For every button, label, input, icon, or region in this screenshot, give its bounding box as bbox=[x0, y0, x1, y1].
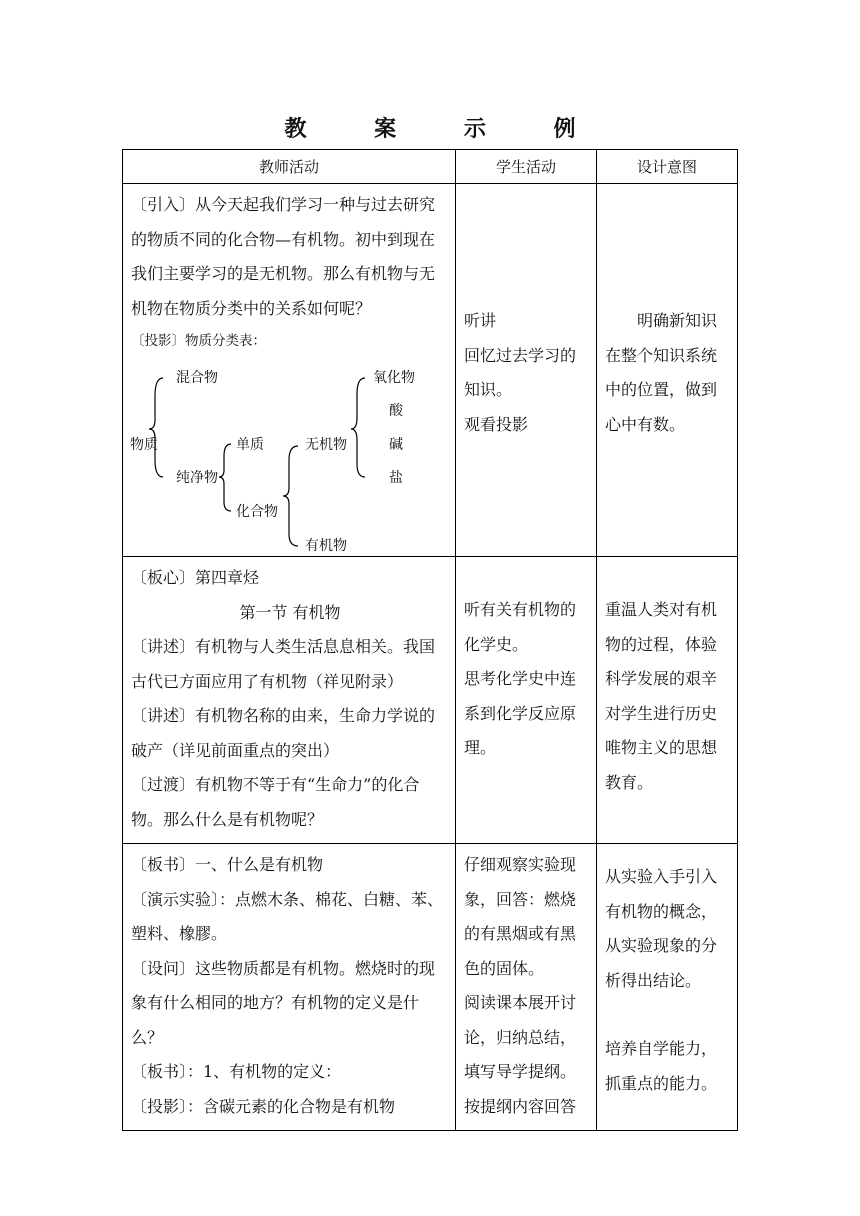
header-intent: 设计意图 bbox=[597, 150, 738, 184]
student-cell bbox=[456, 844, 597, 1131]
board-text: 〔板书〕一、什么是有机物 bbox=[131, 855, 324, 874]
teacher-cell bbox=[123, 184, 456, 557]
table-row bbox=[123, 557, 738, 844]
intro-text: 〔引入〕从今天起我们学习一种与过去研究的物质不同的化合物—有机物。初中到现在我们主要学习的是无机物。那么有机物与无机物在物质分类中的关系如何呢？ bbox=[131, 195, 436, 318]
transition-text: 〔过渡〕有机物不等于有“生命力”的化合物。那么什么是有机物呢？ bbox=[131, 775, 420, 829]
tree-oxide: 氧化物 bbox=[373, 370, 415, 386]
classification-diagram bbox=[123, 356, 455, 556]
section-heading: 第一节 有机物 bbox=[239, 602, 341, 622]
intent-cell bbox=[597, 557, 738, 844]
student-cell bbox=[456, 557, 597, 844]
demo-text: 〔演示实验〕：点燃木条、棉花、白糖、苯、塑料、橡膠。 bbox=[131, 889, 444, 943]
student-line: 观看投影 bbox=[464, 414, 529, 434]
tree-inorganic: 无机物 bbox=[305, 437, 347, 453]
student-line: 仔细观察实验现象，回答：燃烧的有黑烟或有黑色的固体。 bbox=[464, 855, 577, 978]
intent-text: 培养自学能力，抓重点的能力。 bbox=[605, 1039, 718, 1093]
projection-text: 〔投影〕：含碳元素的化合物是有机物 bbox=[131, 1096, 396, 1116]
lesson-table bbox=[122, 149, 738, 1131]
student-cell bbox=[456, 184, 597, 557]
narration-text: 〔讲述〕有机物与人类生活息息相关。我国古代已方面应用了有机物（祥见附录） bbox=[131, 637, 436, 691]
tree-base: 碱 bbox=[389, 437, 403, 453]
board-heading: 〔板心〕第四章烃 bbox=[131, 568, 260, 587]
teacher-cell bbox=[123, 844, 456, 1131]
table-header-row bbox=[123, 150, 738, 184]
intent-cell bbox=[597, 184, 738, 557]
tree-acid: 酸 bbox=[389, 403, 403, 419]
header-student: 学生活动 bbox=[456, 150, 597, 184]
tree-element: 单质 bbox=[236, 437, 264, 453]
board-text: 〔板书〕：1、有机物的定义： bbox=[131, 1062, 342, 1081]
tree-root: 物质 bbox=[130, 437, 158, 453]
student-line: 按提纲内容回答 bbox=[464, 1096, 577, 1116]
question-text: 〔设问〕这些物质都是有机物。燃烧时的现象有什么相同的地方？有机物的定义是什么？ bbox=[131, 958, 436, 1047]
tree-salt: 盐 bbox=[389, 470, 403, 486]
table-row bbox=[123, 844, 738, 1131]
header-teacher: 教师活动 bbox=[123, 150, 456, 184]
teacher-cell bbox=[123, 557, 456, 844]
student-line: 听讲 bbox=[464, 311, 497, 330]
narration-text: 〔讲述〕有机物名称的由来，生命力学说的破产（详见前面重点的突出） bbox=[131, 706, 436, 760]
projection-label: 〔投影〕物质分类表： bbox=[131, 333, 266, 349]
table-row bbox=[123, 184, 738, 557]
tree-compound: 化合物 bbox=[236, 504, 278, 520]
intent-text: 明确新知识在整个知识系统中的位置，做到心中有数。 bbox=[605, 311, 718, 434]
tree-pure: 纯净物 bbox=[176, 470, 218, 486]
student-line: 听有关有机物的化学史。 bbox=[464, 600, 577, 654]
student-line: 阅读课本展开讨论，归纳总结，填写导学提纲。 bbox=[464, 993, 577, 1081]
tree-organic: 有机物 bbox=[305, 538, 347, 554]
classification-brackets bbox=[123, 356, 456, 556]
tree-mixture: 混合物 bbox=[176, 370, 218, 386]
student-line: 回忆过去学习的知识。 bbox=[464, 345, 577, 399]
intent-text: 重温人类对有机物的过程，体验科学发展的艰辛对学生进行历史唯物主义的思想教育。 bbox=[605, 600, 718, 792]
intent-text: 从实验入手引入有机物的概念，从实验现象的分析得出结论。 bbox=[605, 867, 718, 990]
intent-cell bbox=[597, 844, 738, 1131]
page-title: 教 案 示 例 bbox=[284, 117, 606, 142]
student-line: 思考化学史中连系到化学反应原理。 bbox=[464, 669, 577, 757]
